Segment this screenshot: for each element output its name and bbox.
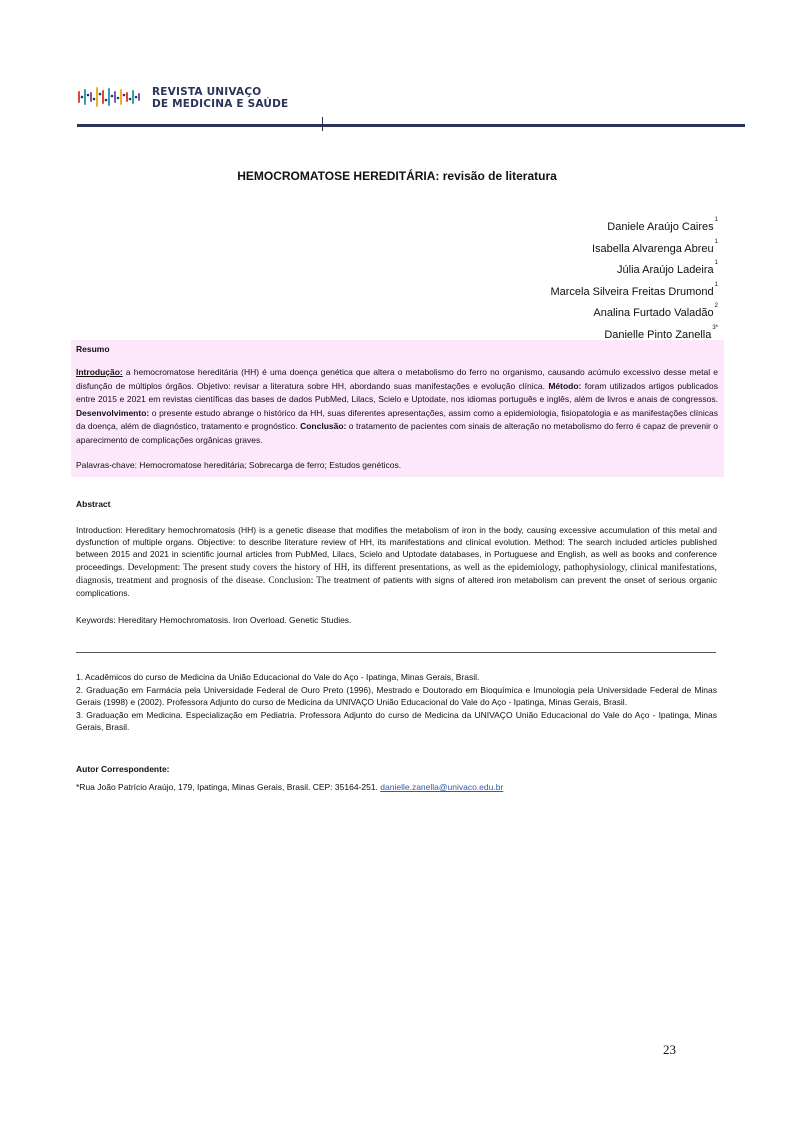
author-affiliation-mark: 1	[714, 238, 718, 245]
author-name: Isabella Alvarenga Abreu	[591, 242, 714, 255]
corresponding-email-link[interactable]: danielle.zanella@univaco.edu.br	[380, 782, 504, 792]
intro-label: Introdução:	[76, 367, 123, 377]
resumo-heading: Resumo	[76, 344, 110, 354]
abstract-text-part2: Development: The present study covers the history of HH, its different presentations, as well as the epidemiology, pathophysiology, clinical manifestations, diagnosis, treatment and prognosis of the disease. Conclusion: The	[76, 562, 717, 586]
abstract-text-part1: Introduction: Hereditary hemochromatosis (HH) is a genetic disease that modifies the metabolism of iron in the body, causing excessive accumulation of this metal and dysfunction of multiple organs. Objective: to describe literature review of HH, its manifestations and clinical evolution. Method: The search included articles published between 2015 and 2021 in scientific journal articles from PubMed, Lilacs, Scielo and Uptodate databases, in Portuguese and English, as well as books and conference proceedings.	[76, 525, 717, 572]
method-label: Método:	[548, 380, 582, 391]
footnote-divider	[76, 652, 716, 653]
author-name: Júlia Araújo Ladeira	[617, 264, 714, 276]
development-label: Desenvolvimento:	[76, 407, 150, 418]
page-number: 23	[663, 1042, 676, 1057]
conclusion-text: o tratamento de pacientes com sinais de alteração no metabolismo do ferro é capaz de prevenir o aparecimento de complicações orgânicas graves.	[76, 421, 718, 445]
abstract-text	[76, 524, 717, 599]
author-item	[550, 253, 718, 275]
author-item	[550, 232, 718, 254]
palavras-chave: Palavras-chave: Hemocromatose hereditária; Sobrecarga de ferro; Estudos genéticos.	[76, 460, 402, 470]
journal-logo-icon	[77, 86, 145, 108]
author-affiliation-mark: 1	[714, 217, 718, 223]
author-name: Analina Furtado Valadão	[593, 307, 714, 319]
author-item	[550, 296, 718, 318]
author-item	[550, 275, 718, 297]
author-name: Danielle Pinto Zanella	[604, 328, 712, 341]
conclusion-label: Conclusão:	[300, 421, 347, 431]
abstract-text-part3: treatment of patients with signs of altered iron metabolism can prevent the onset of serious organic complications.	[76, 574, 717, 599]
resumo-text	[76, 366, 718, 447]
method-text: foram utilizados artigos publicados entre 2015 e 2021 em revistas científicas das bases de dados PubMed, Lilacs, Scielo e Uptodate, nos idiomas português e inglês, além de livros e anais de congressos.	[76, 380, 718, 404]
intro-text: a hemocromatose hereditária (HH) é uma doença genética que altera o metabolismo do ferro no organismo, causando acúmulo excessivo desse metal e disfunção de múltiplos órgãos. Objetivo: revisar a literatura sobre HH, abordando suas manifestações e evolução clínica.	[76, 367, 718, 391]
author-item	[550, 318, 718, 340]
keywords: Keywords: Hereditary Hemochromatosis. Iron Overload. Genetic Studies.	[76, 615, 352, 625]
author-affiliation-mark: 1	[714, 281, 718, 288]
author-name: Daniele Araújo Caires	[607, 221, 714, 233]
corresponding-author-info	[76, 782, 503, 792]
journal-name-line2: DE MEDICINA E SAÚDE	[152, 98, 289, 110]
journal-name	[152, 86, 288, 110]
author-name: Marcela Silveira Freitas Drumond	[550, 285, 714, 298]
article-title: HEMOCROMATOSE HEREDITÁRIA: revisão de literatura	[237, 169, 557, 183]
author-affiliation-mark: 1	[714, 260, 718, 266]
affiliation-note: 1. Acadêmicos do curso de Medicina da União Educacional do Vale do Aço - Ipatinga, Minas Gerais, Brasil.	[76, 672, 480, 682]
affiliation-notes	[76, 671, 717, 734]
journal-name-line1: REVISTA UNIVAÇO	[152, 86, 262, 98]
author-list	[550, 210, 718, 339]
author-affiliation-mark: 3*	[712, 324, 718, 331]
affiliation-note: 2. Graduação em Farmácia pela Universidade Federal de Ouro Preto (1996), Mestrado e Doutorado em Bioquímica e Imunologia pela Universidade Federal de Minas Gerais (1998) e (2002). Professora Adjunto do curso de Medicina da UNIVAÇO União Educacional do Vale do Aço - Ipatinga, Minas Gerais, Brasil.	[76, 684, 717, 707]
header-tick-mark	[322, 117, 323, 131]
author-item	[550, 210, 718, 232]
header-rule	[77, 124, 745, 127]
affiliation-note: 3. Graduação em Medicina. Especialização em Pediatria. Professora Adjunto do curso de Medicina da UNIVAÇO União Educacional do Vale do Aço - Ipatinga, Minas Gerais, Brasil.	[76, 709, 717, 732]
abstract-heading: Abstract	[76, 499, 111, 509]
author-affiliation-mark: 2	[714, 303, 718, 309]
development-text: o presente estudo abrange o histórico da HH, suas diferentes apresentações, assim como a epidemiologia, fisiopatologia e as manifestações clínicas da doença, além de diagnóstico, tratamento e prognóstico.	[76, 407, 718, 431]
corresponding-author-heading: Autor Correspondente:	[76, 764, 170, 774]
corresponding-address: *Rua João Patrício Araújo, 179, Ipatinga, Minas Gerais, Brasil. CEP: 35164-251.	[76, 782, 381, 792]
